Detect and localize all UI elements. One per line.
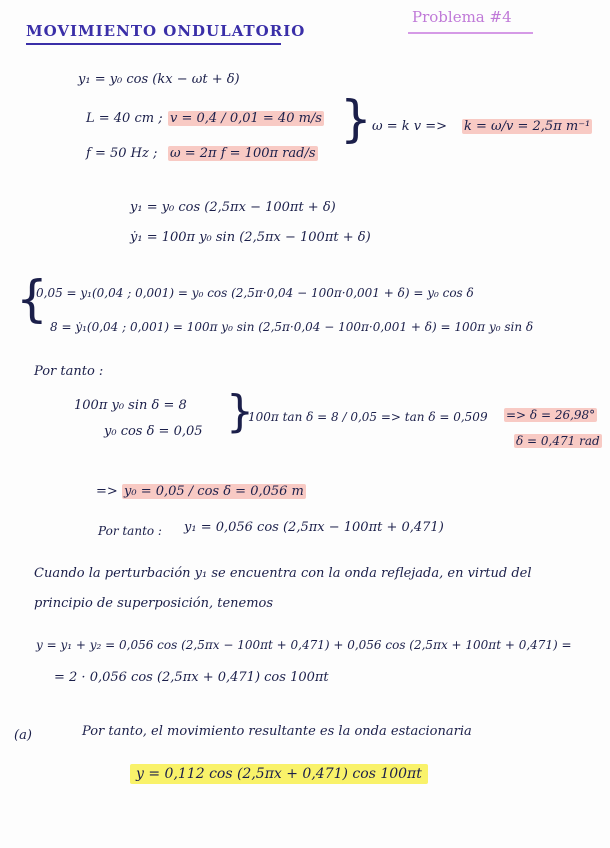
speed-highlight: v = 0,4 / 0,01 = 40 m/s [170, 111, 322, 126]
problem-label: Problema #4 [412, 8, 512, 26]
velocity-condition: 8 = ẏ₁(0,04 ; 0,001) = 100π y₀ sin (2,5π·0,04 − 100π·0,001 + δ) = 100π y₀ sin δ [50, 320, 534, 334]
cos-equation: y₀ cos δ = 0,05 [104, 424, 203, 439]
problem-underline [408, 32, 533, 34]
superposition-text-2: principio de superposición, tenemos [34, 596, 274, 611]
system-brace: } [226, 386, 254, 437]
omega-calc [168, 146, 318, 161]
amplitude-highlight: y₀ = 0,05 / cos δ = 0,056 m [124, 484, 304, 499]
final-result-highlight: y = 0,112 cos (2,5πx + 0,471) cos 100πt [130, 764, 428, 784]
therefore-label-1: Por tanto : [34, 364, 104, 379]
sin-equation: 100π y₀ sin δ = 8 [74, 398, 187, 413]
wave-equation-numeric: y₁ = y₀ cos (2,5πx − 100πt + δ) [130, 200, 336, 215]
displacement-condition: 0,05 = y₁(0,04 ; 0,001) = y₀ cos (2,5π·0,04 − 100π·0,001 + δ) = y₀ cos δ [36, 286, 474, 300]
product-equation: = 2 · 0,056 cos (2,5πx + 0,471) cos 100πt [54, 670, 329, 685]
wavenumber-calc [462, 119, 592, 134]
length-given: L = 40 cm ; [86, 111, 163, 126]
incident-wave: y₁ = 0,056 cos (2,5πx − 100πt + 0,471) [184, 520, 444, 535]
implies-arrow: => [96, 484, 118, 499]
delta-degrees-highlight: => δ = 26,98° [506, 408, 596, 422]
dispersion-relation: ω = k v => [372, 119, 448, 134]
amplitude-calc [122, 484, 306, 499]
delta-degrees [504, 408, 597, 422]
wave-equation: y₁ = y₀ cos (kx − ωt + δ) [78, 72, 240, 87]
frequency-given: f = 50 Hz ; [86, 146, 158, 161]
tangent-equation: 100π tan δ = 8 / 0,05 => tan δ = 0,509 [248, 410, 488, 424]
omega-highlight: ω = 2π f = 100π rad/s [170, 146, 316, 161]
left-brace: { [16, 270, 48, 328]
therefore-label-2: Por tanto : [98, 524, 162, 538]
wavenumber-highlight: k = ω/v = 2,5π m⁻¹ [464, 119, 591, 134]
superposition-text-1: Cuando la perturbación y₁ se encuentra con la onda reflejada, en virtud del [34, 566, 532, 581]
title-underline [26, 43, 281, 45]
final-result [130, 766, 428, 782]
velocity-equation: ẏ₁ = 100π y₀ sin (2,5πx − 100πt + δ) [130, 230, 371, 245]
right-brace: } [340, 90, 372, 148]
delta-radians-highlight: δ = 0,471 rad [516, 434, 600, 448]
speed-calc [168, 111, 324, 126]
sum-equation: y = y₁ + y₂ = 0,056 cos (2,5πx − 100πt + 0,471) + 0,056 cos (2,5πx + 100πt + 0,471) = [36, 638, 572, 652]
conclusion-text: Por tanto, el movimiento resultante es la onda estacionaria [82, 724, 472, 739]
delta-radians [514, 434, 602, 448]
page-title: MOVIMIENTO ONDULATORIO [26, 22, 306, 40]
part-a-label: (a) [14, 728, 32, 743]
